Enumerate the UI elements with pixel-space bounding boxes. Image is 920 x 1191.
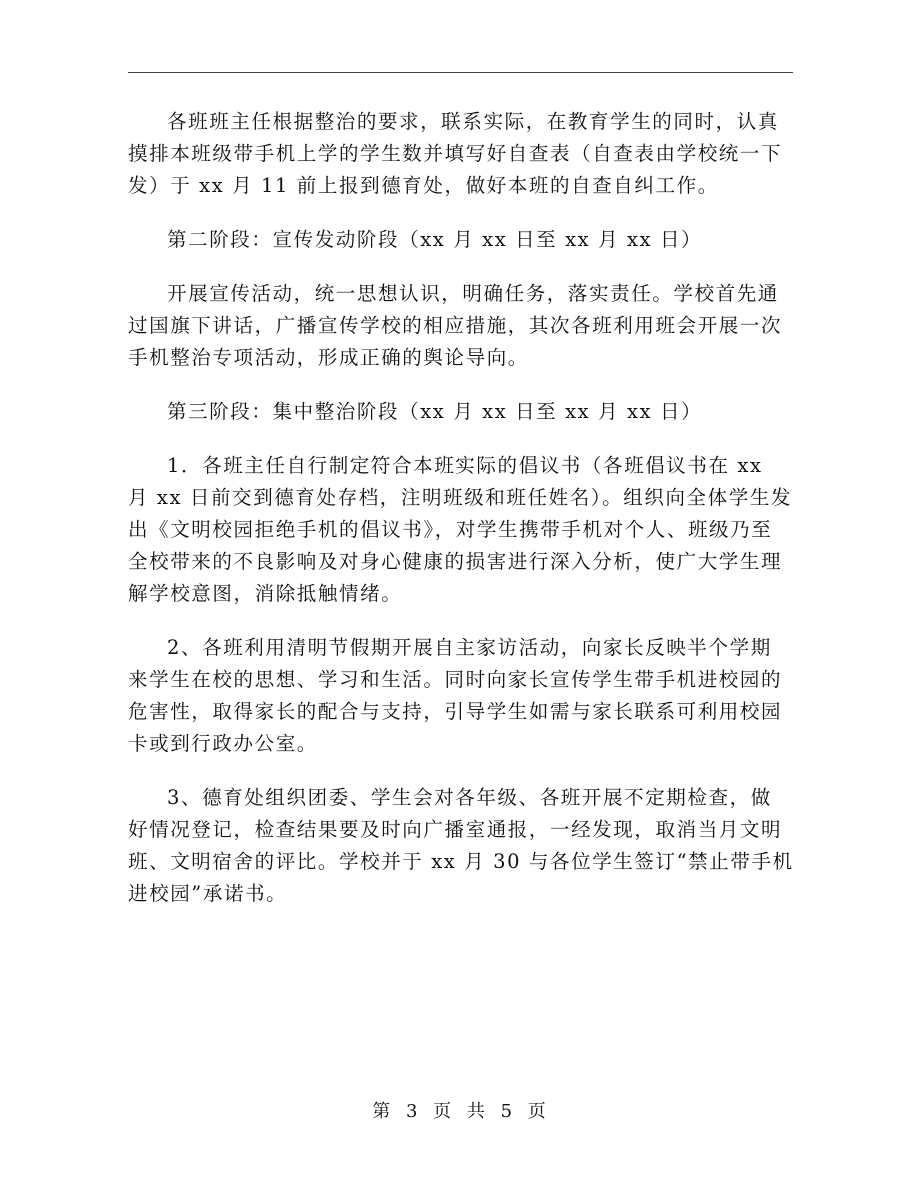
paragraph-line: 过国旗下讲话，广播宣传学校的相应措施，其次各班利用班会开展一次: [128, 314, 783, 337]
document-body: [128, 106, 793, 932]
paragraph-line: 各班班主任根据整治的要求，联系实际，在教育学生的同时，认真: [167, 110, 779, 133]
paragraph-line: 发）于 xx 月 11 前上报到德育处，做好本班的自查自纠工作。: [128, 174, 719, 197]
paragraph-line: 开展宣传活动，统一思想认识，明确任务，落实责任。学校首先通: [167, 282, 779, 305]
item-3-inspection: [128, 782, 793, 910]
paragraph-line: 班、文明宿舍的评比。学校并于 xx 月 30 与各位学生签订“禁止带手机: [128, 850, 794, 873]
stage-two-heading: [128, 224, 793, 256]
paragraph-line: 解学校意图，消除抵触情绪。: [128, 582, 403, 605]
paragraph-line: 好情况登记，检查结果要及时向广播室通报，一经发现，取消当月文明: [128, 818, 783, 841]
paragraph-line: 1．各班主任自行制定符合本班实际的倡议书（各班倡议书在 xx: [167, 454, 763, 477]
paragraph-publicity: [128, 278, 793, 374]
paragraph-line: 来学生在校的思想、学习和生活。同时向家长宣传学生带手机进校园的: [128, 668, 783, 691]
paragraph-line: 卡或到行政办公室。: [128, 732, 318, 755]
paragraph-line: 进校园”承诺书。: [128, 882, 288, 905]
paragraph-line: 出《文明校园拒绝手机的倡议书》，对学生携带手机对个人、班级乃至: [128, 518, 773, 541]
header-rule: [128, 72, 793, 73]
paragraph-line: 摸排本班级带手机上学的学生数并填写好自查表（自查表由学校统一下: [128, 142, 783, 165]
paragraph-line: 危害性，取得家长的配合与支持，引导学生如需与家长联系可利用校园: [128, 700, 783, 723]
paragraph-line: 3、德育处组织团委、学生会对各年级、各班开展不定期检查，做: [167, 786, 772, 809]
item-2-home-visit: [128, 632, 793, 760]
paragraph-line: 第二阶段：宣传发动阶段（xx 月 xx 日至 xx 月 xx 日）: [167, 228, 703, 251]
page-number-footer: 第 3 页 共 5 页: [372, 1101, 548, 1122]
item-1-proposal: [128, 450, 793, 610]
paragraph-self-check: [128, 106, 793, 202]
paragraph-line: 2、各班利用清明节假期开展自主家访活动，向家长反映半个学期: [167, 636, 772, 659]
stage-three-heading: [128, 396, 793, 428]
paragraph-line: 第三阶段：集中整治阶段（xx 月 xx 日至 xx 月 xx 日）: [167, 400, 703, 423]
paragraph-line: 全校带来的不良影响及对身心健康的损害进行深入分析，使广大学生理: [128, 550, 783, 573]
paragraph-line: 月 xx 日前交到德育处存档，注明班级和班任姓名）。组织向全体学生发: [128, 486, 793, 509]
paragraph-line: 手机整治专项活动，形成正确的舆论导向。: [128, 346, 529, 369]
